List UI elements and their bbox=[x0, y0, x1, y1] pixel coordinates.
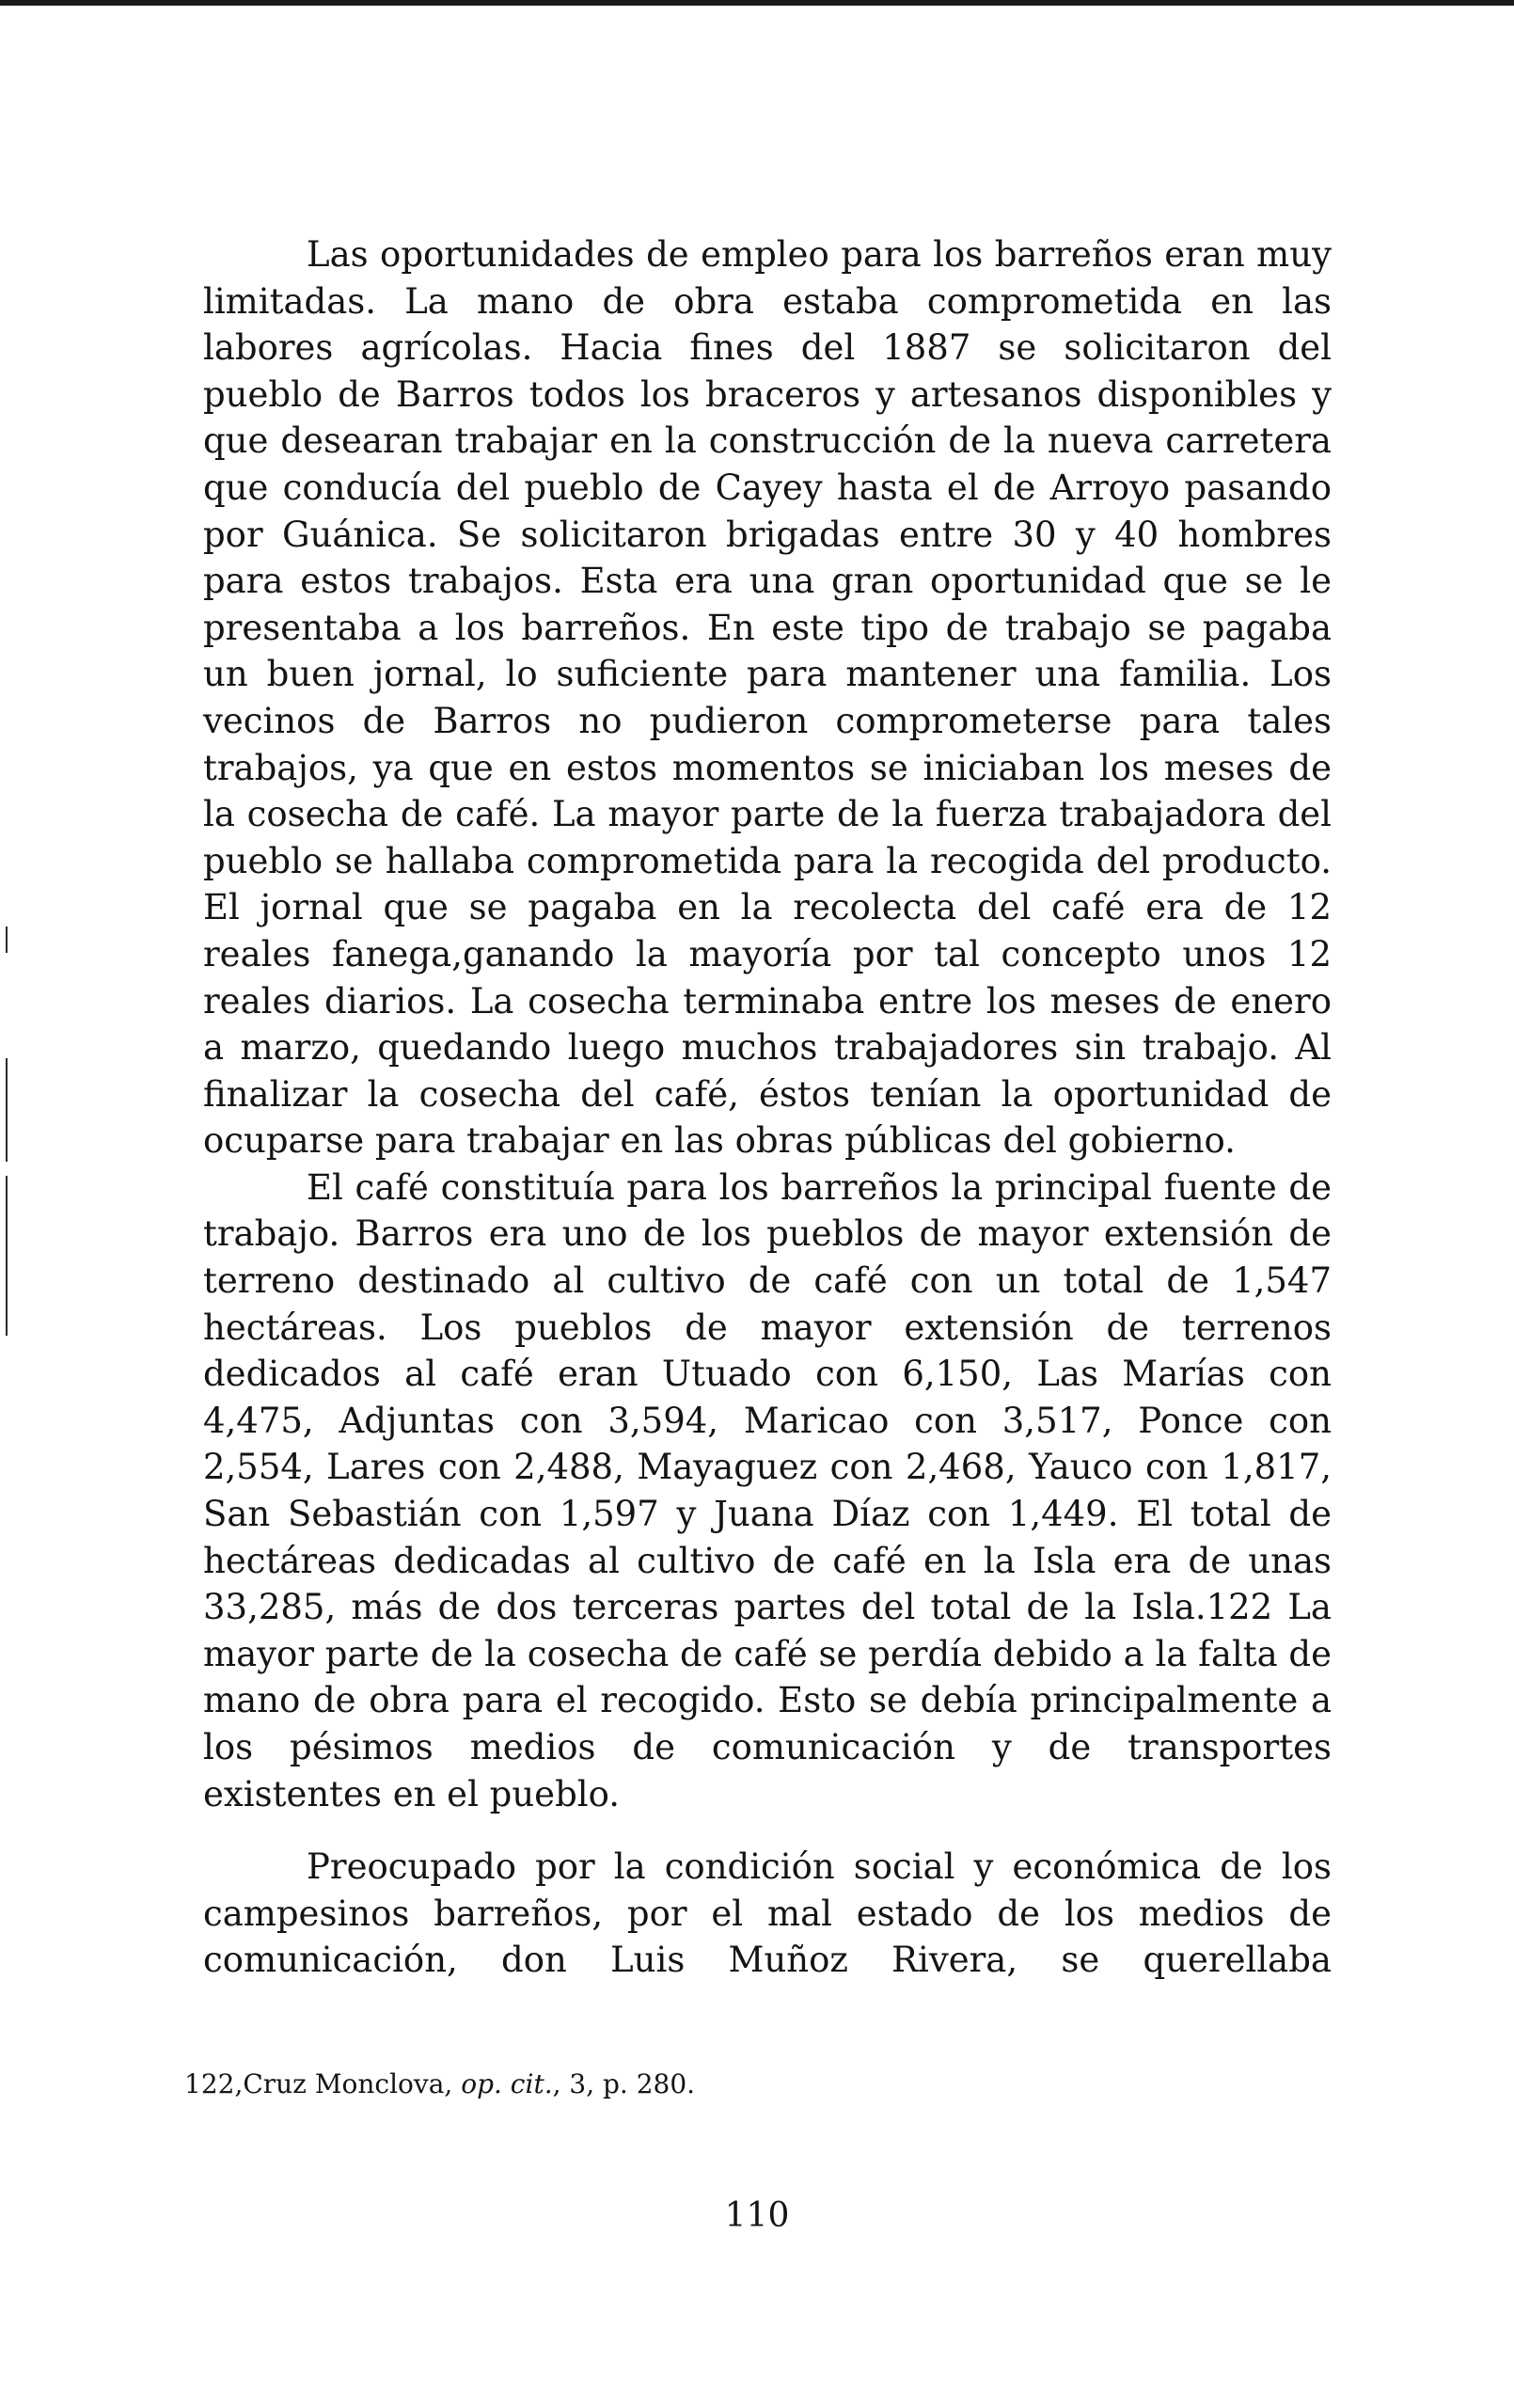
scan-mark bbox=[6, 1176, 8, 1336]
top-border-rule bbox=[0, 0, 1514, 6]
scan-mark bbox=[6, 1058, 8, 1162]
paragraph-employment: Las oportunidades de empleo para los barreños eran muy limitadas. La mano de obra estaba comprometida en las labores agrícolas. Hacia fines del 1887 se solicitaron del pueblo de Barros todos los braceros y artesanos disponibles y que desearan trabajar en la construcción de la nueva carretera que conducía del pueblo de Cayey hasta el de Arroyo pasando por Guánica. Se solicitaron brigadas entre 30 y 40 hombres para estos trabajos. Esta era una gran oportunidad que se le presentaba a los barreños. En este tipo de trabajo se pagaba un buen jornal, lo suficiente para mantener una familia. Los vecinos de Barros no pudieron comprometerse para tales trabajos, ya que en estos momentos se iniciaban los meses de la cosecha de café. La mayor parte de la fuerza trabajadora del pueblo se hallaba comprometida para la recogida del producto. El jornal que se pagaba en la recolecta del café era de 12 reales fanega,ganando la mayoría por tal concepto unos 12 reales diarios. La cosecha terminaba entre los meses de enero a marzo, quedando luego muchos trabajadores sin trabajo. Al finalizar la cosecha del café, éstos tenían la oportunidad de ocuparse para trabajar en las obras públicas del gobierno. bbox=[203, 234, 1332, 1162]
footnote bbox=[184, 2067, 695, 2101]
paragraph-munoz-rivera: Preocupado por la condición social y económica de los campesinos barreños, por el mal estado de los medios de comunicación, don Luis Muñoz Rivera, se querellaba bbox=[203, 1846, 1332, 1981]
footnote-italic-opcit: op. cit. bbox=[461, 2068, 553, 2099]
footnote-prefix: 122,Cruz Monclova, bbox=[184, 2068, 462, 2099]
paragraph-coffee: El café constituía para los barreños la principal fuente de trabajo. Barros era uno de los pueblos de mayor extensión de terreno destinado al cultivo de café con un total de 1,547 hectáreas. Los pueblos de mayor extensión de terrenos dedicados al café eran Utuado con 6,150, Las Marías con 4,475, Adjuntas con 3,594, Maricao con 3,517, Ponce con 2,554, Lares con 2,488, Mayaguez con 2,468, Yauco con 1,817, San Sebastián con 1,597 y Juana Díaz con 1,449. El total de hectáreas dedicadas al cultivo de café en la Isla era de unas 33,285, más de dos terceras partes del total de la Isla.122 La mayor parte de la cosecha de café se perdía debido a la falta de mano de obra para el recogido. Esto se debía principalmente a los pésimos medios de comunicación y de transportes existentes en el pueblo. bbox=[203, 1166, 1332, 1814]
page-number: 110 bbox=[724, 2196, 790, 2235]
body-text bbox=[203, 231, 1332, 1984]
scan-mark bbox=[6, 927, 8, 953]
footnote-suffix: , 3, p. 280. bbox=[552, 2068, 696, 2099]
